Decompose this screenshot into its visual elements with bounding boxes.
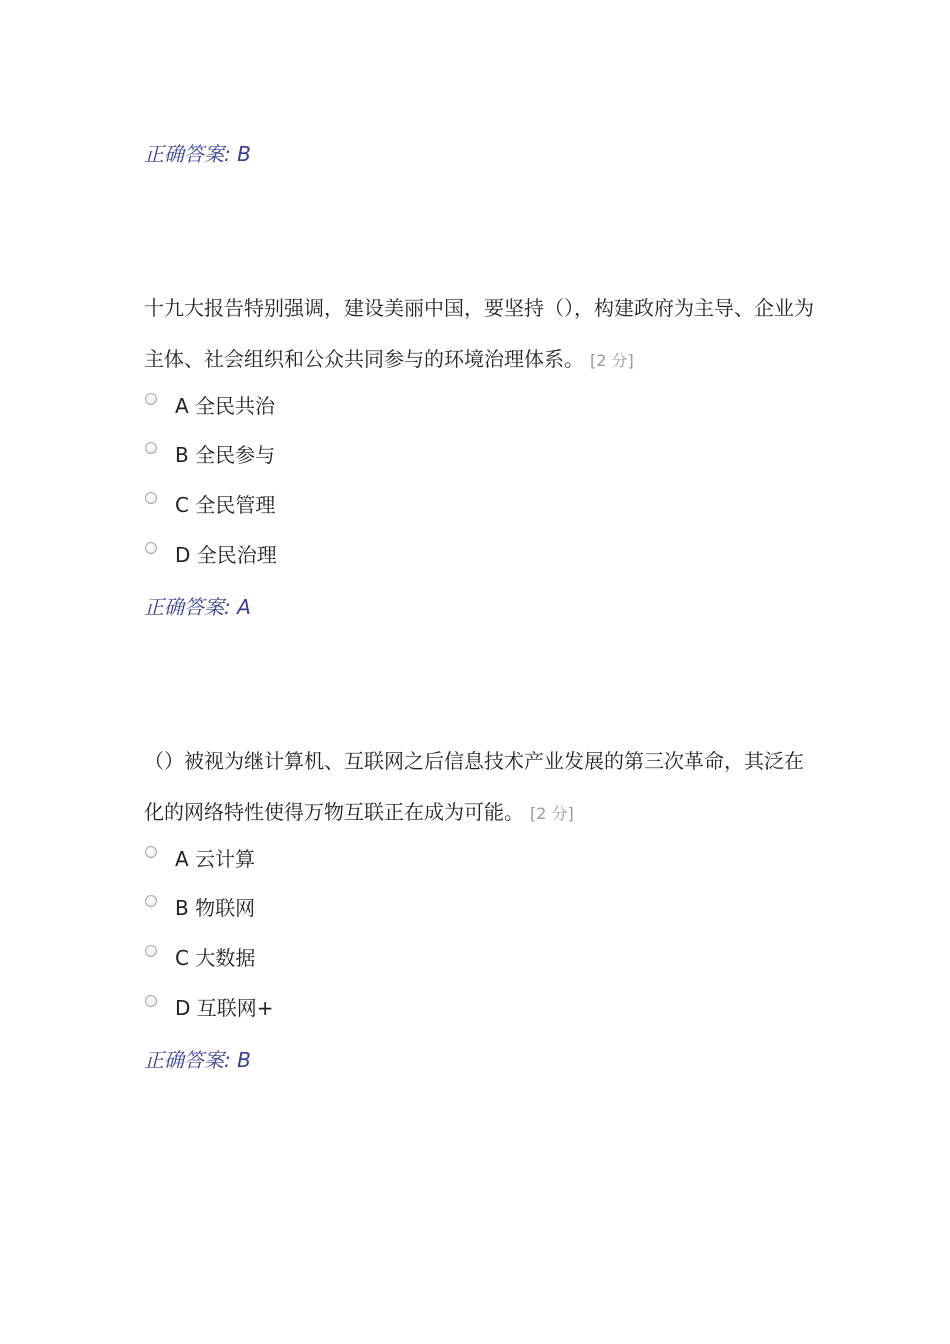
correct-answer-text: 正确答案: B bbox=[144, 1048, 251, 1072]
correct-answer-text: 正确答案: B bbox=[144, 142, 251, 166]
radio-button[interactable] bbox=[145, 542, 157, 554]
option-a[interactable] bbox=[145, 389, 275, 419]
option-label: C 全民管理 bbox=[175, 492, 276, 517]
option-d[interactable] bbox=[145, 991, 274, 1021]
radio-button[interactable] bbox=[145, 846, 157, 858]
radio-button[interactable] bbox=[145, 393, 157, 405]
score-label: [2 分] bbox=[590, 351, 634, 370]
option-label: D 互联网+ bbox=[175, 995, 274, 1020]
correct-answer-text: 正确答案: A bbox=[144, 595, 251, 619]
radio-button[interactable] bbox=[145, 945, 157, 957]
option-label: B 全民参与 bbox=[175, 442, 276, 467]
option-a[interactable] bbox=[145, 842, 255, 872]
option-label: D 全民治理 bbox=[175, 542, 277, 567]
option-b[interactable] bbox=[145, 438, 275, 468]
option-label: C 大数据 bbox=[175, 945, 256, 970]
option-c[interactable] bbox=[145, 941, 255, 971]
question-text-line: （）被视为继计算机、互联网之后信息技术产业发展的第三次革命，其泛在 bbox=[144, 749, 804, 773]
question-text: 主体、社会组织和公众共同参与的环境治理体系。 bbox=[144, 347, 584, 371]
score-label: [2 分] bbox=[530, 804, 574, 823]
radio-button[interactable] bbox=[145, 492, 157, 504]
radio-button[interactable] bbox=[145, 895, 157, 907]
radio-button[interactable] bbox=[145, 442, 157, 454]
question-text-line bbox=[144, 796, 574, 825]
option-c[interactable] bbox=[145, 488, 275, 518]
question-text-line: 十九大报告特别强调，建设美丽中国，要坚持（），构建政府为主导、企业为 bbox=[144, 296, 814, 320]
option-d[interactable] bbox=[145, 538, 277, 568]
option-b[interactable] bbox=[145, 891, 255, 921]
option-label: A 云计算 bbox=[175, 846, 256, 871]
question-text-line bbox=[144, 343, 634, 372]
option-label: A 全民共治 bbox=[175, 393, 276, 418]
question-text: 化的网络特性使得万物互联正在成为可能。 bbox=[144, 800, 524, 824]
option-label: B 物联网 bbox=[175, 895, 256, 920]
radio-button[interactable] bbox=[145, 995, 157, 1007]
